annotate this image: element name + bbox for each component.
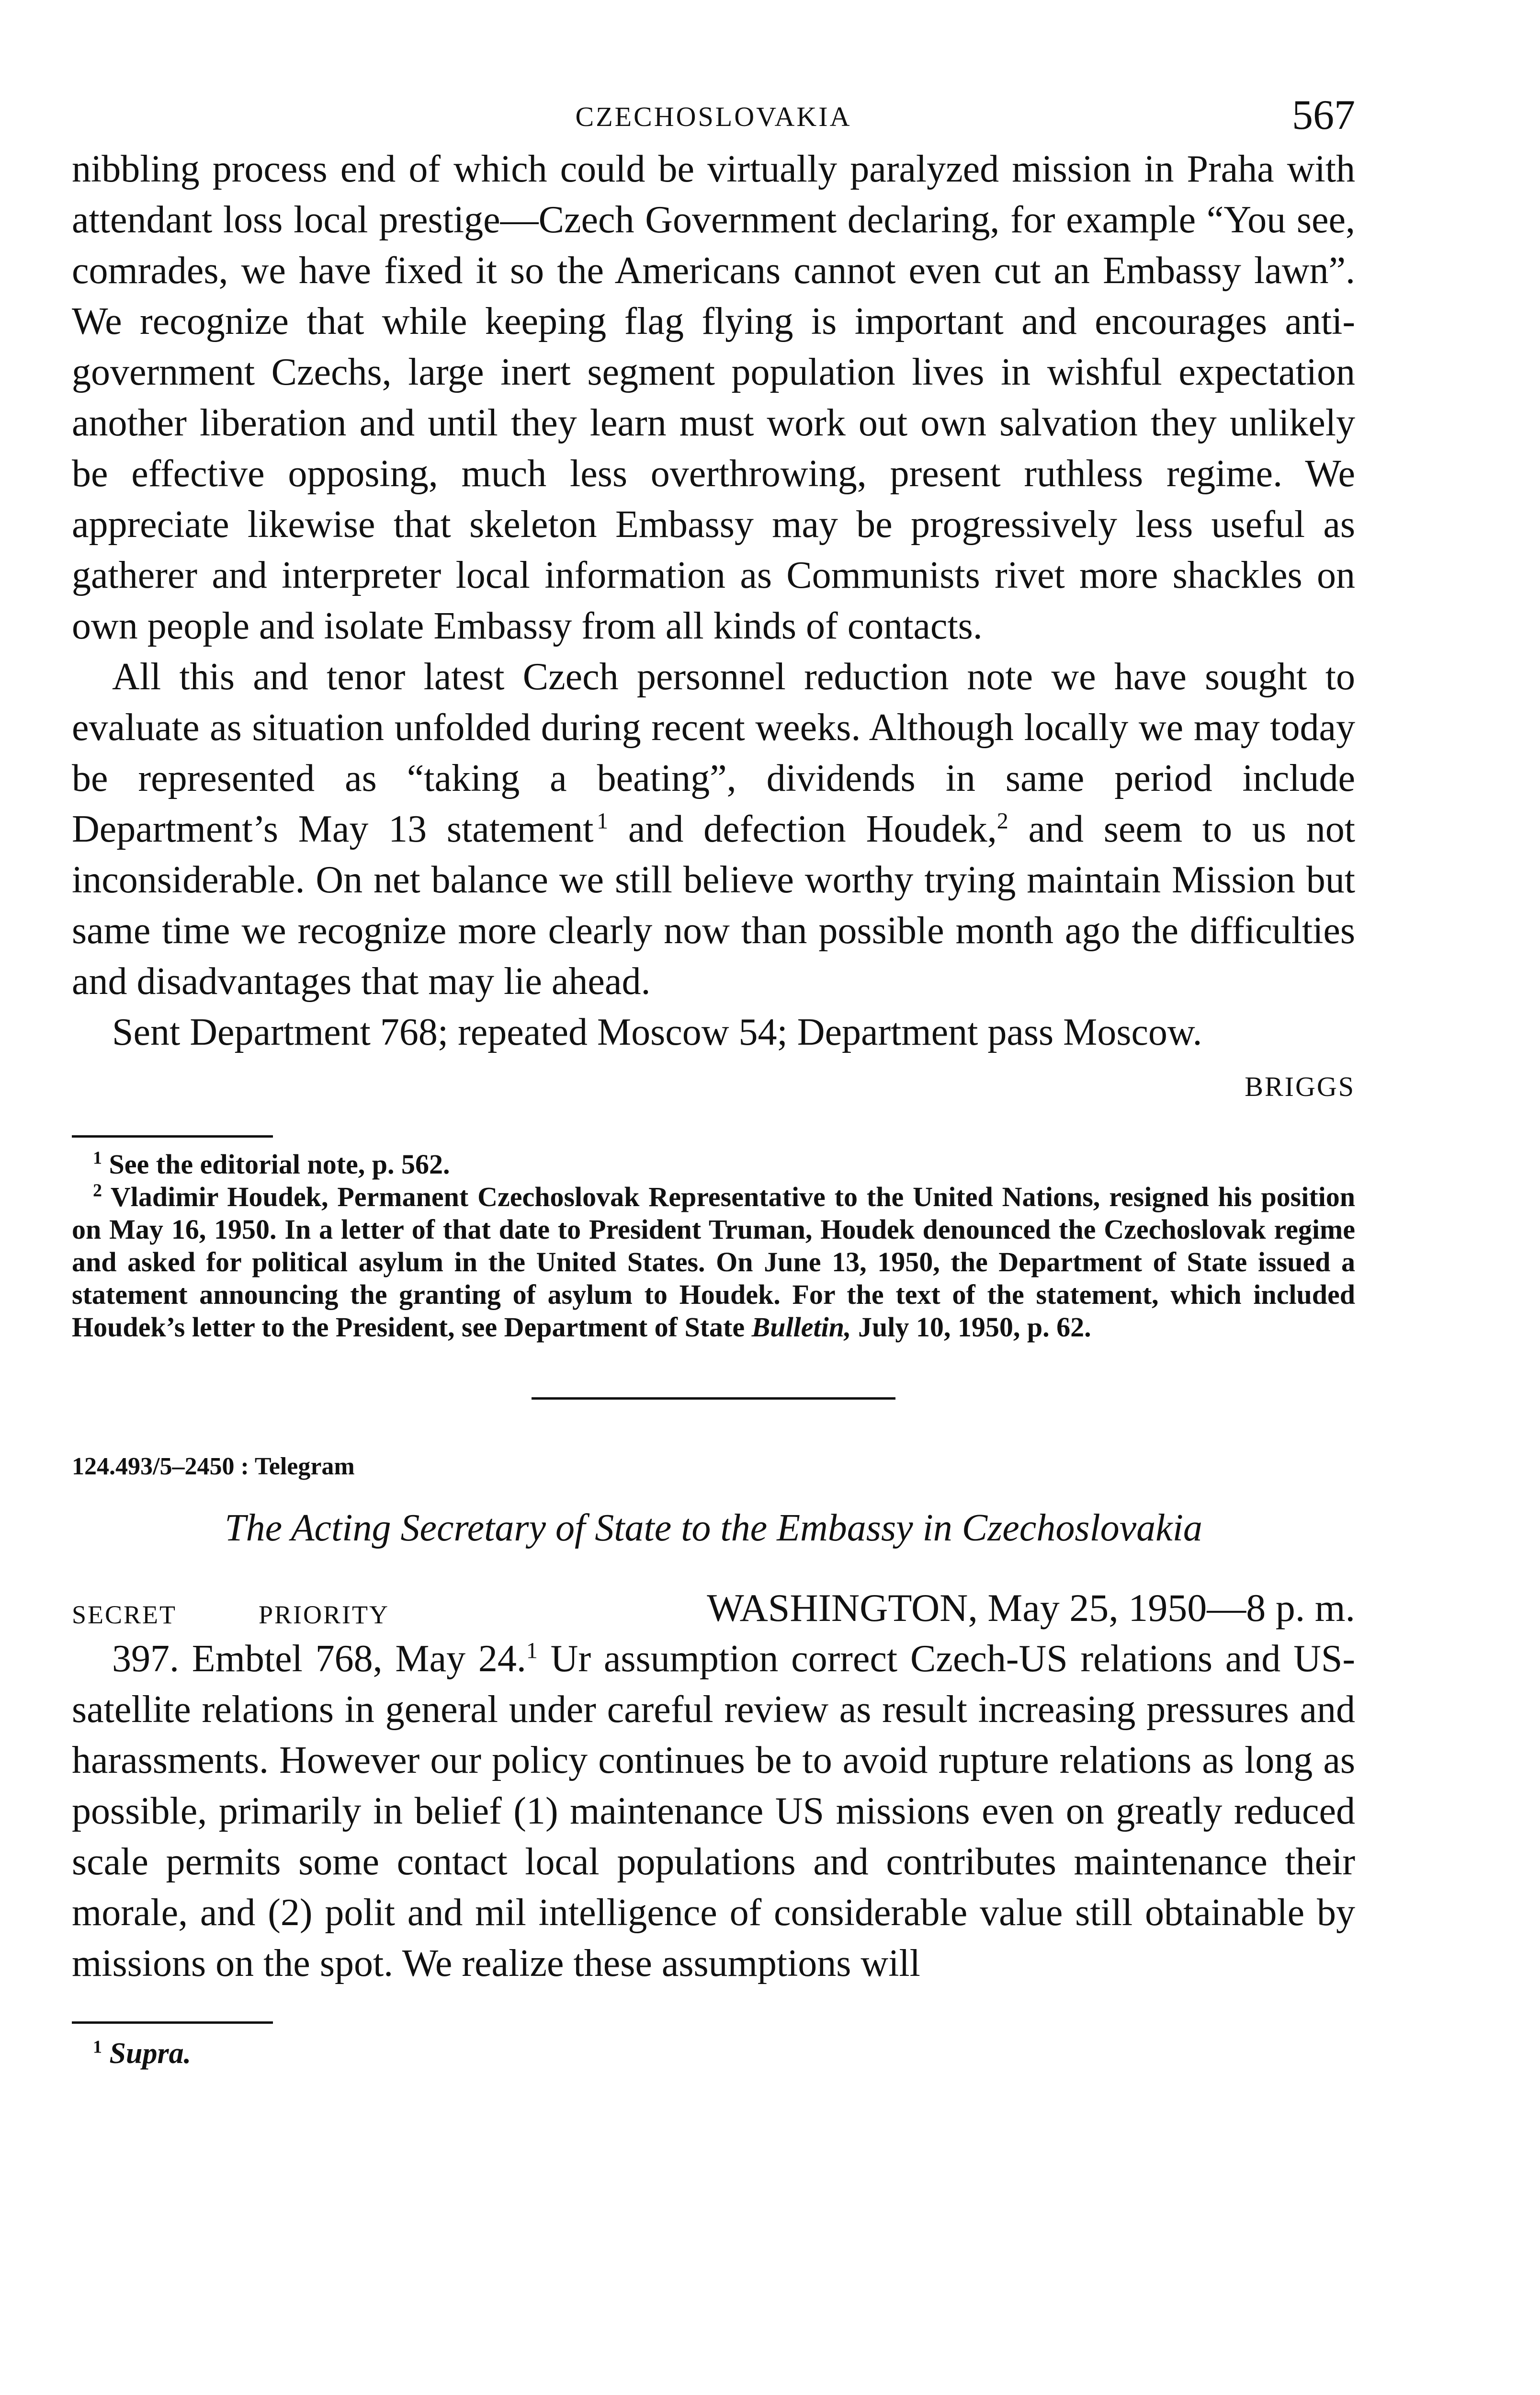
footnote-2-mark: 2 — [93, 1180, 102, 1201]
telegram-paragraph — [72, 1633, 1355, 1989]
footnote-1-mark: 1 — [93, 1148, 102, 1168]
body-text — [72, 144, 1355, 1058]
paragraph-2-part-c: and seem to us not inconsiderable. On net balance we still believe worthy trying maintain Mission but same time we recognize more clearly now than possible month ago the difficulties and disadvantages that may lie ahead. — [72, 808, 1355, 1003]
footnote-1 — [72, 1148, 1355, 1181]
footnote-2-bulletin: Bulletin, — [751, 1312, 851, 1343]
running-head — [72, 91, 1355, 144]
bottom-footnote-mark: 1 — [93, 2037, 102, 2057]
footnote-2-text: Vladimir Houdek, Permanent Czechoslovak Representative to the United Nations, resigned his position on May 16, 1950. In a letter of that date to President Truman, Houdek denounced the Czechoslovak regime and asked for political asylum in the United States. On June 13, 1950, the Department of State issued a statement announcing the granting of asylum to Houdek. For the text of the statement, which included Houdek’s letter to the President, see Department of State — [72, 1181, 1356, 1343]
page-number: 567 — [1292, 92, 1355, 138]
footnote-ref-1: 1 — [597, 808, 609, 834]
telegram-footnote-ref: 1 — [526, 1638, 538, 1664]
section-divider — [532, 1397, 895, 1400]
paragraph-2 — [72, 651, 1355, 1007]
footnote-2-text-end: July 10, 1950, p. 62. — [858, 1312, 1091, 1343]
bottom-footnote-rule — [72, 2021, 273, 2024]
paragraph-1: nibbling process end of which could be virtually paralyzed mission in Praha with attendant loss local prestige—Czech Government declaring, for example “You see, comrades, we have fixed it so the Americans cannot even cut an Embassy lawn”. We recognize that while keeping flag flying is important and encourages anti-government Czechs, large inert segment population lives in wishful expectation another liberation and until they learn must work out own salvation they unlikely be effective opposing, much less overthrowing, present ruthless regime. We appreciate likewise that skeleton Embassy may be progressively less useful as gatherer and interpreter local information as Communists rivet more shackles on own people and isolate Embassy from all kinds of contacts. — [72, 148, 1355, 647]
telegram-text-rest: Ur assumption correct Czech-US relations and US-satellite relations in general under careful review as result increasing pressures and harassments. However our policy continues be to avoid rupture relations as long as possible, primarily in belief (1) maintenance US missions even on greatly reduced scale permits some contact local populations and contributes maintenance their morale, and (2) polit and mil intelligence of considerable value still obtainable by missions on the spot. We realize these assumptions will — [72, 1638, 1355, 1984]
dateline — [72, 1585, 1355, 1633]
footnote-1-text: See the editorial note, p. 562. — [109, 1149, 450, 1180]
classification: SECRET — [72, 1600, 177, 1629]
telegram-text-start: 397. Embtel 768, May 24. — [112, 1638, 526, 1680]
footnote-rule — [72, 1135, 273, 1138]
priority: PRIORITY — [259, 1600, 390, 1629]
file-number: 124.493/5–2450 : Telegram — [72, 1453, 355, 1480]
place-date: WASHINGTON, May 25, 1950—8 p. m. — [707, 1586, 1355, 1630]
bottom-footnote — [72, 2036, 1355, 2071]
bottom-footnote-text: Supra. — [109, 2037, 192, 2070]
document-title: The Acting Secretary of State to the Embassy in Czechoslovakia — [225, 1507, 1202, 1549]
running-title: CZECHOSLOVAKIA — [575, 101, 852, 132]
footnotes — [72, 1148, 1355, 1344]
paragraph-2-part-a: All this and tenor latest Czech personnel reduction note we have sought to evaluate as situation unfolded during recent weeks. Although locally we may today be represented as “taking a beating”, dividends in same period include Department’s May 13 statement — [72, 656, 1355, 850]
signature: BRIGGS — [1245, 1071, 1355, 1102]
telegram-body — [72, 1633, 1355, 1989]
document-page — [72, 91, 1355, 2071]
paragraph-2-part-b: and defection Houdek, — [628, 808, 997, 850]
paragraph-3: Sent Department 768; repeated Moscow 54; Department pass Moscow. — [112, 1011, 1202, 1053]
footnote-ref-2: 2 — [996, 808, 1008, 834]
footnote-2 — [72, 1181, 1355, 1344]
